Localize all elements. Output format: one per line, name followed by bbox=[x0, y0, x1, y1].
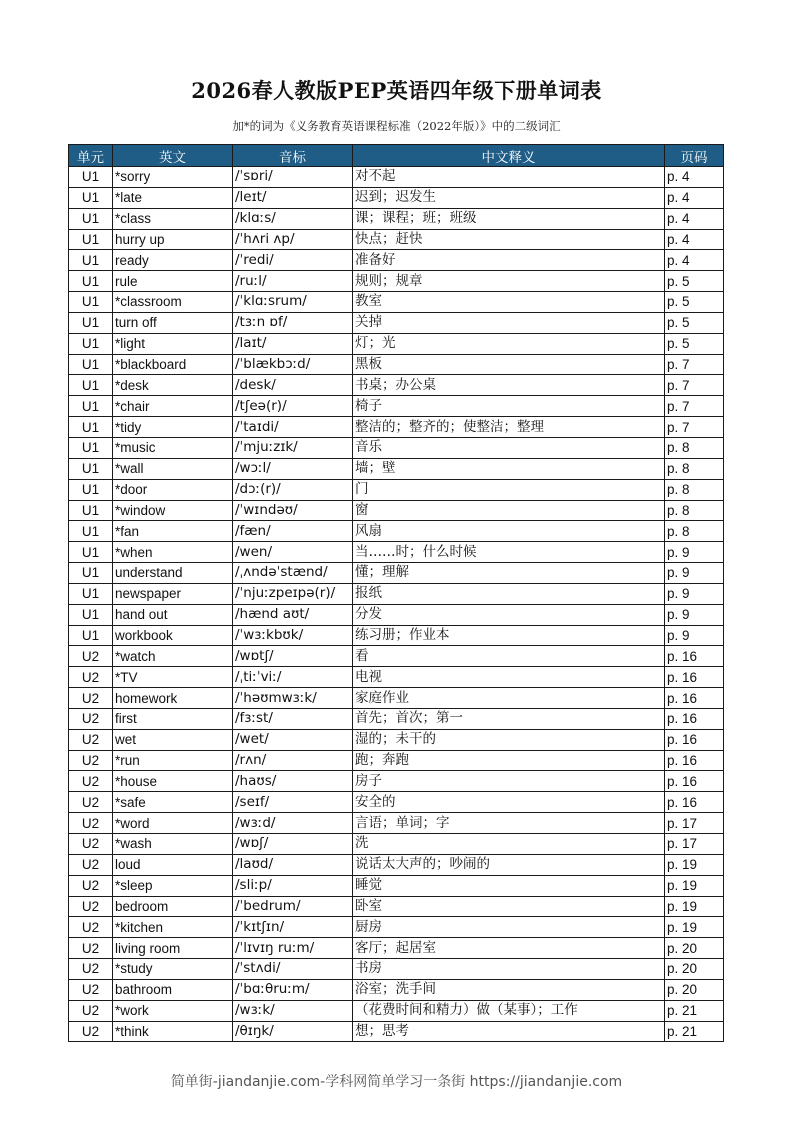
page-number-cell: p. 9 bbox=[665, 583, 724, 604]
unit-cell: U1 bbox=[69, 229, 113, 250]
page-number-cell: p. 9 bbox=[665, 542, 724, 563]
phonetic-cell: /ˌtiːˈviː/ bbox=[233, 667, 353, 688]
phonetic-cell: /klɑːs/ bbox=[233, 208, 353, 229]
phonetic-cell: /seɪf/ bbox=[233, 792, 353, 813]
unit-cell: U1 bbox=[69, 500, 113, 521]
phonetic-cell: /wɜːd/ bbox=[233, 813, 353, 834]
chinese-meaning-cell: 课；课程；班；班级 bbox=[353, 208, 665, 229]
english-word-cell: *door bbox=[113, 479, 233, 500]
phonetic-cell: /fæn/ bbox=[233, 521, 353, 542]
phonetic-cell: /ˌʌndəˈstænd/ bbox=[233, 563, 353, 584]
english-word-cell: *wall bbox=[113, 458, 233, 479]
unit-cell: U2 bbox=[69, 979, 113, 1000]
chinese-meaning-cell: 说话太大声的；吵闹的 bbox=[353, 854, 665, 875]
phonetic-cell: /laɪt/ bbox=[233, 333, 353, 354]
chinese-meaning-cell: 书桌；办公桌 bbox=[353, 375, 665, 396]
english-word-cell: *blackboard bbox=[113, 354, 233, 375]
unit-cell: U2 bbox=[69, 1021, 113, 1042]
phonetic-cell: /wɒʃ/ bbox=[233, 834, 353, 855]
page-number-cell: p. 19 bbox=[665, 875, 724, 896]
phonetic-cell: /ˈblækbɔːd/ bbox=[233, 354, 353, 375]
table-row bbox=[69, 458, 724, 479]
chinese-meaning-cell: 卧室 bbox=[353, 896, 665, 917]
page-number-cell: p. 8 bbox=[665, 437, 724, 458]
english-word-cell: first bbox=[113, 708, 233, 729]
unit-cell: U1 bbox=[69, 604, 113, 625]
page-number-cell: p. 19 bbox=[665, 854, 724, 875]
table-row bbox=[69, 708, 724, 729]
phonetic-cell: /ˈstʌdi/ bbox=[233, 959, 353, 980]
chinese-meaning-cell: 电视 bbox=[353, 667, 665, 688]
page-number-cell: p. 21 bbox=[665, 1000, 724, 1021]
chinese-meaning-cell: 关掉 bbox=[353, 312, 665, 333]
phonetic-cell: /laʊd/ bbox=[233, 854, 353, 875]
unit-cell: U1 bbox=[69, 271, 113, 292]
column-header-chinese: 中文释义 bbox=[353, 145, 665, 167]
english-word-cell: *sleep bbox=[113, 875, 233, 896]
chinese-meaning-cell: 椅子 bbox=[353, 396, 665, 417]
phonetic-cell: /θɪŋk/ bbox=[233, 1021, 353, 1042]
english-word-cell: *TV bbox=[113, 667, 233, 688]
vocabulary-table bbox=[68, 144, 724, 1042]
column-header-phonetic: 音标 bbox=[233, 145, 353, 167]
page-number-cell: p. 5 bbox=[665, 333, 724, 354]
english-word-cell: bedroom bbox=[113, 896, 233, 917]
unit-cell: U1 bbox=[69, 292, 113, 313]
phonetic-cell: /ˈwɜːkbʊk/ bbox=[233, 625, 353, 646]
unit-cell: U2 bbox=[69, 688, 113, 709]
page-number-cell: p. 16 bbox=[665, 688, 724, 709]
table-row bbox=[69, 688, 724, 709]
chinese-meaning-cell: 窗 bbox=[353, 500, 665, 521]
chinese-meaning-cell: 准备好 bbox=[353, 250, 665, 271]
english-word-cell: loud bbox=[113, 854, 233, 875]
page-number-cell: p. 17 bbox=[665, 813, 724, 834]
unit-cell: U1 bbox=[69, 458, 113, 479]
table-row bbox=[69, 917, 724, 938]
english-word-cell: *tidy bbox=[113, 417, 233, 438]
chinese-meaning-cell: 浴室；洗手间 bbox=[353, 979, 665, 1000]
unit-cell: U2 bbox=[69, 729, 113, 750]
phonetic-cell: /wɜːk/ bbox=[233, 1000, 353, 1021]
phonetic-cell: /fɜːst/ bbox=[233, 708, 353, 729]
english-word-cell: workbook bbox=[113, 625, 233, 646]
chinese-meaning-cell: 墙；壁 bbox=[353, 458, 665, 479]
page-number-cell: p. 8 bbox=[665, 500, 724, 521]
phonetic-cell: /ˈlɪvɪŋ ruːm/ bbox=[233, 938, 353, 959]
phonetic-cell: /ˈwɪndəʊ/ bbox=[233, 500, 353, 521]
chinese-meaning-cell: 音乐 bbox=[353, 437, 665, 458]
english-word-cell: *classroom bbox=[113, 292, 233, 313]
chinese-meaning-cell: 黑板 bbox=[353, 354, 665, 375]
phonetic-cell: /haʊs/ bbox=[233, 771, 353, 792]
english-word-cell: newspaper bbox=[113, 583, 233, 604]
english-word-cell: ready bbox=[113, 250, 233, 271]
unit-cell: U2 bbox=[69, 813, 113, 834]
chinese-meaning-cell: 练习册；作业本 bbox=[353, 625, 665, 646]
english-word-cell: hurry up bbox=[113, 229, 233, 250]
english-word-cell: *window bbox=[113, 500, 233, 521]
chinese-meaning-cell: 迟到；迟发生 bbox=[353, 187, 665, 208]
chinese-meaning-cell: 厨房 bbox=[353, 917, 665, 938]
table-row bbox=[69, 625, 724, 646]
table-row bbox=[69, 938, 724, 959]
unit-cell: U1 bbox=[69, 625, 113, 646]
table-row bbox=[69, 333, 724, 354]
table-row bbox=[69, 312, 724, 333]
table-row bbox=[69, 813, 724, 834]
chinese-meaning-cell: 门 bbox=[353, 479, 665, 500]
unit-cell: U2 bbox=[69, 896, 113, 917]
chinese-meaning-cell: 分发 bbox=[353, 604, 665, 625]
unit-cell: U2 bbox=[69, 771, 113, 792]
table-row bbox=[69, 187, 724, 208]
unit-cell: U2 bbox=[69, 875, 113, 896]
table-row bbox=[69, 1021, 724, 1042]
english-word-cell: *when bbox=[113, 542, 233, 563]
chinese-meaning-cell: 书房 bbox=[353, 959, 665, 980]
page-title: 2026春人教版PEP英语四年级下册单词表 bbox=[191, 78, 602, 103]
page-number-cell: p. 7 bbox=[665, 375, 724, 396]
english-word-cell: *safe bbox=[113, 792, 233, 813]
english-word-cell: *house bbox=[113, 771, 233, 792]
table-row bbox=[69, 979, 724, 1000]
table-row bbox=[69, 604, 724, 625]
unit-cell: U2 bbox=[69, 667, 113, 688]
table-row bbox=[69, 792, 724, 813]
english-word-cell: turn off bbox=[113, 312, 233, 333]
page-number-cell: p. 4 bbox=[665, 250, 724, 271]
unit-cell: U1 bbox=[69, 437, 113, 458]
english-word-cell: *work bbox=[113, 1000, 233, 1021]
table-row bbox=[69, 208, 724, 229]
phonetic-cell: /ˈbedrum/ bbox=[233, 896, 353, 917]
unit-cell: U1 bbox=[69, 417, 113, 438]
table-row bbox=[69, 292, 724, 313]
page-subtitle: 加*的词为《义务教育英语课程标准（2022年版）》中的二级词汇 bbox=[232, 119, 561, 133]
phonetic-cell: /sliːp/ bbox=[233, 875, 353, 896]
english-word-cell: living room bbox=[113, 938, 233, 959]
page-number-cell: p. 20 bbox=[665, 938, 724, 959]
table-row bbox=[69, 750, 724, 771]
page-number-cell: p. 20 bbox=[665, 959, 724, 980]
english-word-cell: *word bbox=[113, 813, 233, 834]
unit-cell: U2 bbox=[69, 750, 113, 771]
chinese-meaning-cell: 当……时；什么时候 bbox=[353, 542, 665, 563]
chinese-meaning-cell: 快点；赶快 bbox=[353, 229, 665, 250]
phonetic-cell: /wɔːl/ bbox=[233, 458, 353, 479]
english-word-cell: *kitchen bbox=[113, 917, 233, 938]
chinese-meaning-cell: 规则；规章 bbox=[353, 271, 665, 292]
unit-cell: U2 bbox=[69, 938, 113, 959]
chinese-meaning-cell: 教室 bbox=[353, 292, 665, 313]
english-word-cell: homework bbox=[113, 688, 233, 709]
phonetic-cell: /tʃeə(r)/ bbox=[233, 396, 353, 417]
chinese-meaning-cell: 客厅；起居室 bbox=[353, 938, 665, 959]
table-body bbox=[69, 167, 724, 1042]
unit-cell: U1 bbox=[69, 542, 113, 563]
page-number-cell: p. 20 bbox=[665, 979, 724, 1000]
phonetic-cell: /wen/ bbox=[233, 542, 353, 563]
phonetic-cell: /ˈmjuːzɪk/ bbox=[233, 437, 353, 458]
page-number-cell: p. 8 bbox=[665, 458, 724, 479]
table-header-row bbox=[69, 145, 724, 167]
english-word-cell: wet bbox=[113, 729, 233, 750]
page-number-cell: p. 4 bbox=[665, 229, 724, 250]
phonetic-cell: /ˈhʌri ʌp/ bbox=[233, 229, 353, 250]
page-number-cell: p. 4 bbox=[665, 208, 724, 229]
unit-cell: U1 bbox=[69, 521, 113, 542]
english-word-cell: bathroom bbox=[113, 979, 233, 1000]
page-number-cell: p. 9 bbox=[665, 604, 724, 625]
english-word-cell: *sorry bbox=[113, 167, 233, 188]
phonetic-cell: /wet/ bbox=[233, 729, 353, 750]
table-row bbox=[69, 479, 724, 500]
unit-cell: U2 bbox=[69, 834, 113, 855]
page-number-cell: p. 16 bbox=[665, 708, 724, 729]
english-word-cell: *desk bbox=[113, 375, 233, 396]
table-row bbox=[69, 500, 724, 521]
page-number-cell: p. 19 bbox=[665, 896, 724, 917]
unit-cell: U1 bbox=[69, 208, 113, 229]
chinese-meaning-cell: 跑；奔跑 bbox=[353, 750, 665, 771]
chinese-meaning-cell: 对不起 bbox=[353, 167, 665, 188]
chinese-meaning-cell: 懂；理解 bbox=[353, 563, 665, 584]
unit-cell: U1 bbox=[69, 187, 113, 208]
column-header-unit: 单元 bbox=[69, 145, 113, 167]
phonetic-cell: /ˈnjuːzpeɪpə(r)/ bbox=[233, 583, 353, 604]
phonetic-cell: /ˈtaɪdi/ bbox=[233, 417, 353, 438]
chinese-meaning-cell: 风扇 bbox=[353, 521, 665, 542]
phonetic-cell: /hænd aʊt/ bbox=[233, 604, 353, 625]
phonetic-cell: /ˈhəʊmwɜːk/ bbox=[233, 688, 353, 709]
column-header-english: 英文 bbox=[113, 145, 233, 167]
unit-cell: U2 bbox=[69, 917, 113, 938]
unit-cell: U1 bbox=[69, 396, 113, 417]
phonetic-cell: /dɔː(r)/ bbox=[233, 479, 353, 500]
table-row bbox=[69, 729, 724, 750]
phonetic-cell: /ˈbɑːθruːm/ bbox=[233, 979, 353, 1000]
unit-cell: U2 bbox=[69, 708, 113, 729]
table-row bbox=[69, 667, 724, 688]
chinese-meaning-cell: 想；思考 bbox=[353, 1021, 665, 1042]
english-word-cell: hand out bbox=[113, 604, 233, 625]
table-row bbox=[69, 396, 724, 417]
chinese-meaning-cell: 言语；单词；字 bbox=[353, 813, 665, 834]
unit-cell: U2 bbox=[69, 854, 113, 875]
english-word-cell: *music bbox=[113, 437, 233, 458]
chinese-meaning-cell: 看 bbox=[353, 646, 665, 667]
chinese-meaning-cell: （花费时间和精力）做（某事）；工作 bbox=[353, 1000, 665, 1021]
unit-cell: U1 bbox=[69, 375, 113, 396]
english-word-cell: *chair bbox=[113, 396, 233, 417]
table-row bbox=[69, 437, 724, 458]
page-number-cell: p. 5 bbox=[665, 292, 724, 313]
page-number-cell: p. 16 bbox=[665, 792, 724, 813]
chinese-meaning-cell: 洗 bbox=[353, 834, 665, 855]
phonetic-cell: /rʌn/ bbox=[233, 750, 353, 771]
chinese-meaning-cell: 房子 bbox=[353, 771, 665, 792]
chinese-meaning-cell: 家庭作业 bbox=[353, 688, 665, 709]
table-row bbox=[69, 875, 724, 896]
table-row bbox=[69, 646, 724, 667]
column-header-page: 页码 bbox=[665, 145, 724, 167]
table-row bbox=[69, 354, 724, 375]
table-row bbox=[69, 375, 724, 396]
page-number-cell: p. 16 bbox=[665, 750, 724, 771]
unit-cell: U1 bbox=[69, 354, 113, 375]
page-number-cell: p. 8 bbox=[665, 479, 724, 500]
english-word-cell: *wash bbox=[113, 834, 233, 855]
table-row bbox=[69, 250, 724, 271]
phonetic-cell: /leɪt/ bbox=[233, 187, 353, 208]
page-number-cell: p. 7 bbox=[665, 396, 724, 417]
table-row bbox=[69, 896, 724, 917]
chinese-meaning-cell: 湿的；未干的 bbox=[353, 729, 665, 750]
english-word-cell: understand bbox=[113, 563, 233, 584]
page-number-cell: p. 16 bbox=[665, 646, 724, 667]
chinese-meaning-cell: 整洁的；整齐的；使整洁；整理 bbox=[353, 417, 665, 438]
english-word-cell: *think bbox=[113, 1021, 233, 1042]
unit-cell: U2 bbox=[69, 1000, 113, 1021]
table-row bbox=[69, 583, 724, 604]
table-row bbox=[69, 959, 724, 980]
unit-cell: U1 bbox=[69, 333, 113, 354]
unit-cell: U1 bbox=[69, 312, 113, 333]
english-word-cell: *watch bbox=[113, 646, 233, 667]
chinese-meaning-cell: 灯；光 bbox=[353, 333, 665, 354]
page-number-cell: p. 16 bbox=[665, 667, 724, 688]
phonetic-cell: /ˈredi/ bbox=[233, 250, 353, 271]
page-number-cell: p. 9 bbox=[665, 563, 724, 584]
page-number-cell: p. 5 bbox=[665, 271, 724, 292]
page-number-cell: p. 7 bbox=[665, 354, 724, 375]
table-row bbox=[69, 834, 724, 855]
unit-cell: U1 bbox=[69, 583, 113, 604]
chinese-meaning-cell: 报纸 bbox=[353, 583, 665, 604]
unit-cell: U2 bbox=[69, 646, 113, 667]
phonetic-cell: /ˈsɒri/ bbox=[233, 167, 353, 188]
table-row bbox=[69, 167, 724, 188]
page-number-cell: p. 4 bbox=[665, 167, 724, 188]
unit-cell: U2 bbox=[69, 959, 113, 980]
phonetic-cell: /desk/ bbox=[233, 375, 353, 396]
footer-watermark: 简单街-jiandanjie.com-学科网简单学习一条街 https://jiandanjie.com bbox=[170, 1074, 623, 1090]
phonetic-cell: /ˈklɑːsrum/ bbox=[233, 292, 353, 313]
unit-cell: U1 bbox=[69, 479, 113, 500]
table-row bbox=[69, 1000, 724, 1021]
english-word-cell: *study bbox=[113, 959, 233, 980]
table-row bbox=[69, 229, 724, 250]
unit-cell: U2 bbox=[69, 792, 113, 813]
english-word-cell: *late bbox=[113, 187, 233, 208]
table-row bbox=[69, 521, 724, 542]
page-number-cell: p. 16 bbox=[665, 729, 724, 750]
page-number-cell: p. 16 bbox=[665, 771, 724, 792]
chinese-meaning-cell: 首先；首次；第一 bbox=[353, 708, 665, 729]
unit-cell: U1 bbox=[69, 167, 113, 188]
page-number-cell: p. 5 bbox=[665, 312, 724, 333]
english-word-cell: rule bbox=[113, 271, 233, 292]
english-word-cell: *class bbox=[113, 208, 233, 229]
english-word-cell: *light bbox=[113, 333, 233, 354]
page-number-cell: p. 8 bbox=[665, 521, 724, 542]
phonetic-cell: /ruːl/ bbox=[233, 271, 353, 292]
unit-cell: U1 bbox=[69, 563, 113, 584]
page-number-cell: p. 21 bbox=[665, 1021, 724, 1042]
table-row bbox=[69, 854, 724, 875]
table-row bbox=[69, 771, 724, 792]
chinese-meaning-cell: 安全的 bbox=[353, 792, 665, 813]
english-word-cell: *run bbox=[113, 750, 233, 771]
english-word-cell: *fan bbox=[113, 521, 233, 542]
table-row bbox=[69, 417, 724, 438]
page-number-cell: p. 4 bbox=[665, 187, 724, 208]
phonetic-cell: /ˈkɪtʃɪn/ bbox=[233, 917, 353, 938]
phonetic-cell: /tɜːn ɒf/ bbox=[233, 312, 353, 333]
page-number-cell: p. 7 bbox=[665, 417, 724, 438]
table-row bbox=[69, 271, 724, 292]
chinese-meaning-cell: 睡觉 bbox=[353, 875, 665, 896]
page-number-cell: p. 19 bbox=[665, 917, 724, 938]
page-number-cell: p. 17 bbox=[665, 834, 724, 855]
table-row bbox=[69, 542, 724, 563]
phonetic-cell: /wɒtʃ/ bbox=[233, 646, 353, 667]
unit-cell: U1 bbox=[69, 250, 113, 271]
table-row bbox=[69, 563, 724, 584]
page-number-cell: p. 9 bbox=[665, 625, 724, 646]
